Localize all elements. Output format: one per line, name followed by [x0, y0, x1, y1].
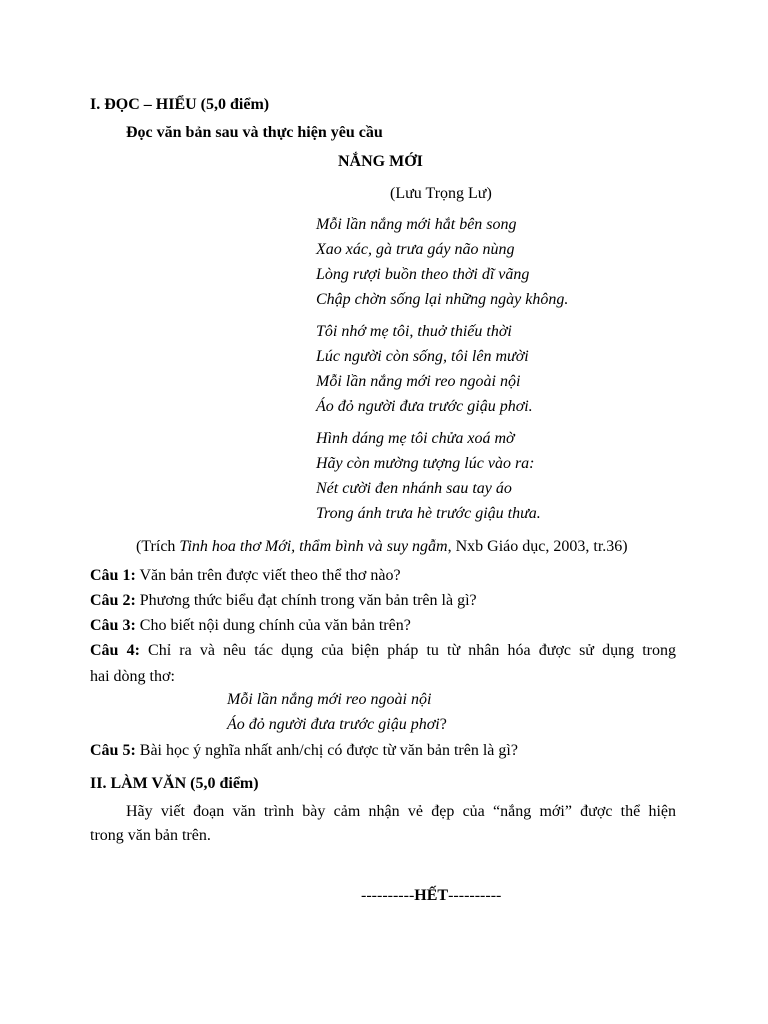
source-citation: (Trích Tinh hoa thơ Mới, thẩm bình và suy ngẫm, Nxb Giáo dục, 2003, tr.36)	[136, 538, 628, 555]
poem-line: Xao xác, gà trưa gáy não nùng	[316, 241, 515, 258]
section-1-heading: I. ĐỌC – HIỂU (5,0 điểm)	[90, 96, 270, 113]
poem-line: Lòng rượi buồn theo thời dĩ vãng	[316, 266, 530, 283]
poem-line: Áo đỏ người đưa trước giậu phơi.	[316, 398, 533, 415]
question-4: Câu 4: Chỉ ra và nêu tác dụng của biện pháp tu từ nhân hóa được sử dụng trong	[90, 642, 677, 659]
question-4-continuation: hai dòng thơ:	[90, 668, 175, 685]
quoted-poem-line: Áo đỏ người đưa trước giậu phơi?	[227, 716, 447, 733]
question-5: Câu 5: Bài học ý nghĩa nhất anh/chị có được từ văn bản trên là gì?	[90, 742, 518, 759]
source-book-title: Tinh hoa thơ Mới, thẩm bình và suy ngẫm	[179, 538, 448, 555]
section-2-heading: II. LÀM VĂN (5,0 điểm)	[90, 775, 259, 792]
essay-prompt-line-2: trong văn bản trên.	[90, 827, 211, 844]
reading-instruction: Đọc văn bản sau và thực hiện yêu cầu	[126, 124, 383, 141]
poem-line: Nét cười đen nhánh sau tay áo	[316, 480, 512, 497]
poem-line: Mỗi lần nắng mới hắt bên song	[316, 216, 517, 233]
poem-line: Mỗi lần nắng mới reo ngoài nội	[316, 373, 521, 390]
quoted-poem-line: Mỗi lần nắng mới reo ngoài nội	[227, 691, 432, 708]
poem-line: Trong ánh trưa hè trước giậu thưa.	[316, 505, 541, 522]
question-2: Câu 2: Phương thức biểu đạt chính trong văn bản trên là gì?	[90, 592, 477, 609]
poem-author: (Lưu Trọng Lư)	[390, 185, 492, 202]
end-of-exam-mark: ----------HẾT----------	[361, 887, 502, 904]
poem-line: Hãy còn mường tượng lúc vào ra:	[316, 455, 535, 472]
poem-line: Chập chờn sống lại những ngày không.	[316, 291, 569, 308]
poem-title: NẮNG MỚI	[338, 153, 423, 170]
poem-line: Lúc người còn sống, tôi lên mười	[316, 348, 529, 365]
question-3: Câu 3: Cho biết nội dung chính của văn bản trên?	[90, 617, 411, 634]
poem-line: Hình dáng mẹ tôi chửa xoá mờ	[316, 430, 515, 447]
question-1: Câu 1: Văn bản trên được viết theo thể thơ nào?	[90, 567, 401, 584]
essay-prompt-line-1: Hãy viết đoạn văn trình bày cảm nhận vẻ đẹp của “nắng mới” được thể hiện	[126, 803, 676, 820]
poem-line: Tôi nhớ mẹ tôi, thuở thiếu thời	[316, 323, 512, 340]
